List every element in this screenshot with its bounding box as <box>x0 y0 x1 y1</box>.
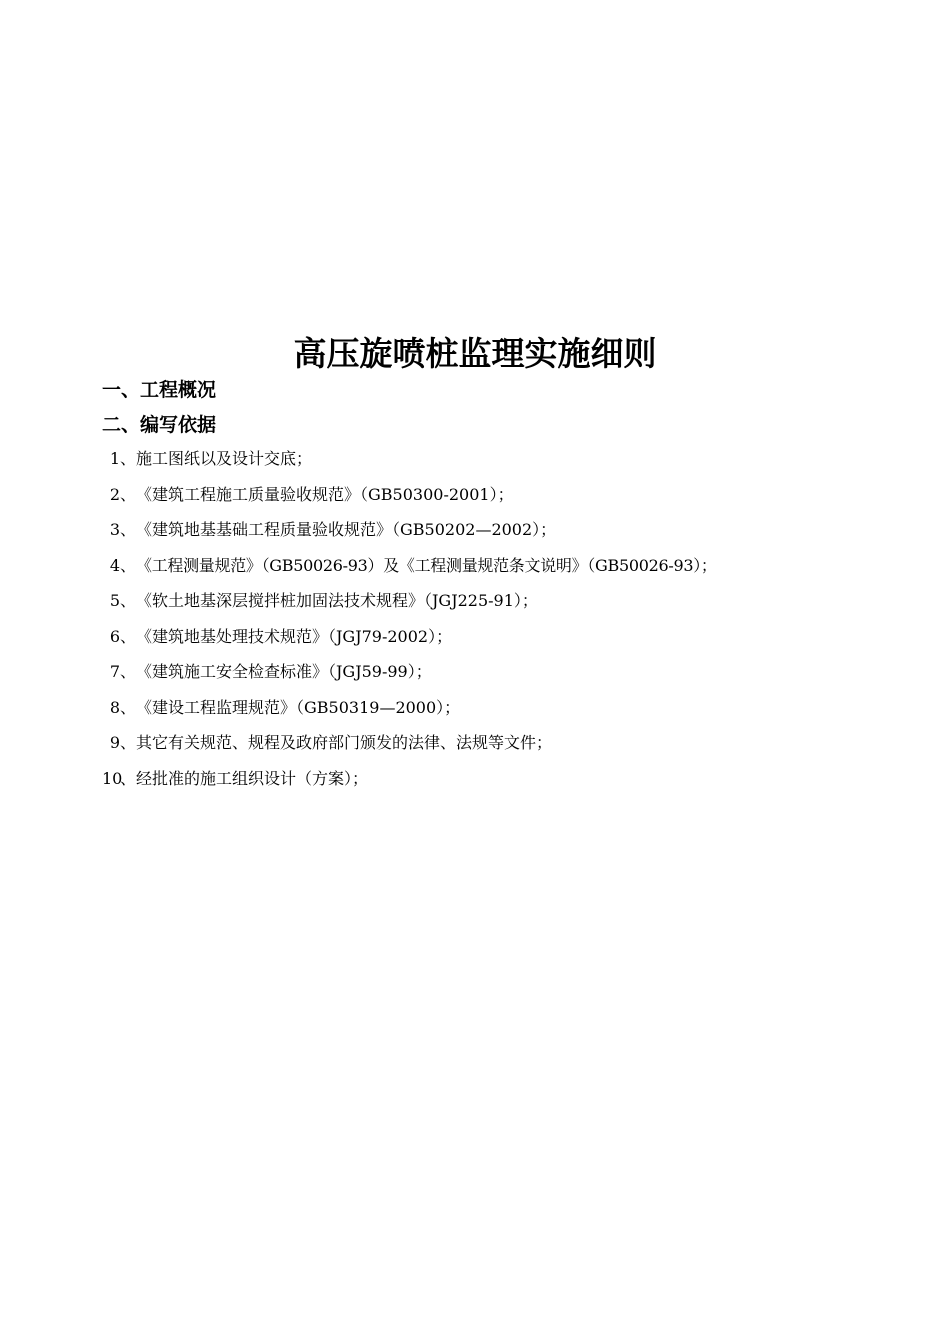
reference-separator: 、 <box>120 520 137 539</box>
reference-number: 7 <box>109 662 120 681</box>
reference-number: 9 <box>109 733 120 752</box>
reference-item <box>0 692 950 728</box>
section-heading-project-overview: 一、工程概况 <box>102 379 217 401</box>
reference-text: 《建筑地基处理技术规范》（JGJ79-2002）； <box>136 626 453 646</box>
reference-text: 经批准的施工组织设计（方案）； <box>136 768 369 788</box>
reference-item <box>0 443 950 479</box>
reference-text: 《建筑工程施工质量验收规范》（GB50300-2001）； <box>136 484 514 504</box>
reference-item <box>0 585 950 621</box>
reference-separator: 、 <box>120 626 137 646</box>
reference-number: 4 <box>109 555 120 575</box>
reference-separator: 、 <box>120 768 137 788</box>
reference-separator: 、 <box>120 662 137 681</box>
reference-number: 1 <box>109 449 120 468</box>
reference-text: 施工图纸以及设计交底； <box>136 449 313 468</box>
reference-number: 8 <box>109 697 120 717</box>
reference-number: 6 <box>109 626 120 646</box>
reference-item <box>0 656 950 692</box>
reference-item <box>0 621 950 657</box>
reference-number: 2 <box>109 484 120 504</box>
reference-separator: 、 <box>120 484 137 504</box>
reference-item <box>0 550 950 586</box>
reference-item <box>0 514 950 550</box>
reference-item <box>0 727 950 763</box>
reference-separator: 、 <box>120 555 137 575</box>
reference-item <box>0 479 950 515</box>
reference-number: 3 <box>109 520 120 539</box>
reference-item <box>0 763 950 799</box>
reference-separator: 、 <box>120 449 137 468</box>
reference-text: 其它有关规范、规程及政府部门颁发的法律、法规等文件； <box>136 733 553 752</box>
reference-text: 《软土地基深层搅拌桩加固法技术规程》（JGJ225-91）； <box>136 591 538 610</box>
reference-number: 10 <box>102 768 123 788</box>
reference-text: 《建筑地基基础工程质量验收规范》（GB50202—2002）； <box>136 520 557 539</box>
section-heading-basis: 二、编写依据 <box>102 414 217 436</box>
reference-text: 《建设工程监理规范》（GB50319—2000）； <box>136 697 461 717</box>
document-title: 高压旋喷桩监理实施细则 <box>293 334 657 373</box>
reference-list <box>0 443 950 798</box>
reference-separator: 、 <box>120 733 137 752</box>
reference-text: 《工程测量规范》（GB50026-93）及《工程测量规范条文说明》（GB50026-93）； <box>136 555 717 575</box>
reference-separator: 、 <box>120 591 137 610</box>
reference-text: 《建筑施工安全检查标准》（JGJ59-99）； <box>136 662 432 681</box>
reference-separator: 、 <box>120 697 137 717</box>
reference-number: 5 <box>109 591 120 610</box>
